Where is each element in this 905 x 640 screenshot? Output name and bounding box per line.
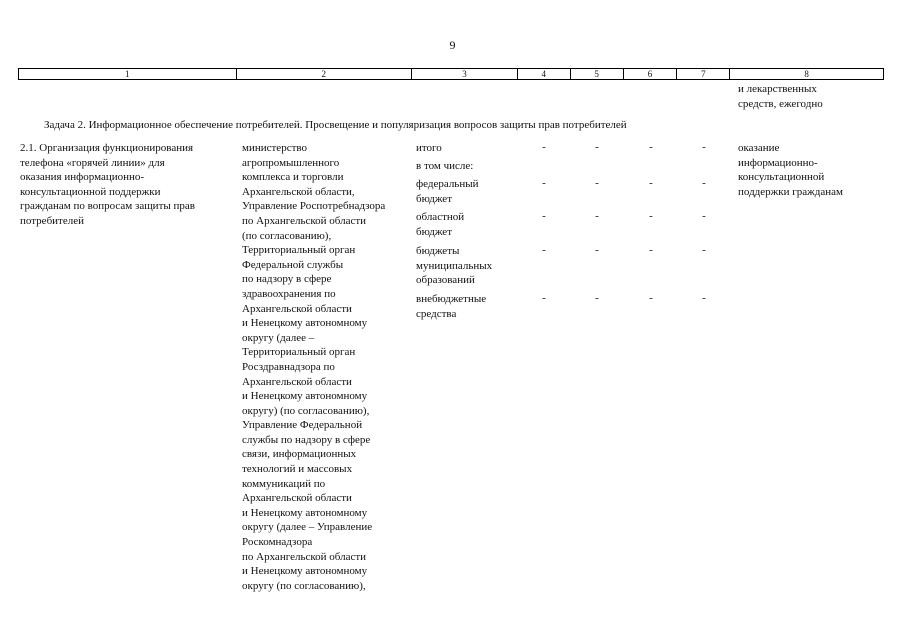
source-federal-label: федеральный бюджет bbox=[416, 178, 479, 205]
header-col-6: 6 bbox=[624, 69, 678, 79]
header-col-7: 7 bbox=[677, 69, 730, 79]
value-total-col6: - bbox=[649, 141, 653, 153]
task-heading: Задача 2. Информационное обеспечение потребителей. Просвещение и популяризация вопросов защиты прав потребителей bbox=[44, 119, 627, 131]
value-total-col5: - bbox=[595, 141, 599, 153]
value-regional-col6: - bbox=[649, 210, 653, 222]
header-col-1: 1 bbox=[19, 69, 237, 79]
header-col-2: 2 bbox=[237, 69, 413, 79]
row-col1-activity: 2.1. Организация функционирования телефона «горячей линии» для оказания информационно- консультационной поддержки гражданам по вопросам защиты прав потребителей bbox=[20, 142, 195, 227]
value-municipal-col7: - bbox=[702, 244, 706, 256]
value-extrabudget-col6: - bbox=[649, 292, 653, 304]
source-total-label: итого bbox=[416, 142, 442, 154]
source-regional-label: областной бюджет bbox=[416, 211, 465, 238]
header-col-4: 4 bbox=[518, 69, 571, 79]
value-federal-col6: - bbox=[649, 177, 653, 189]
value-total-col7: - bbox=[702, 141, 706, 153]
value-regional-col4: - bbox=[542, 210, 546, 222]
value-extrabudget-col4: - bbox=[542, 292, 546, 304]
value-federal-col4: - bbox=[542, 177, 546, 189]
value-regional-col5: - bbox=[595, 210, 599, 222]
value-extrabudget-col7: - bbox=[702, 292, 706, 304]
header-col-5: 5 bbox=[571, 69, 624, 79]
source-municipal-label: бюджеты муниципальных образований bbox=[416, 245, 493, 287]
value-total-col4: - bbox=[542, 141, 546, 153]
page-number: 9 bbox=[449, 38, 456, 52]
source-extrabudget-label: внебюджетные средства bbox=[416, 293, 487, 320]
source-incl-label: в том числе: bbox=[416, 160, 474, 172]
prev-row-col8-text: и лекарственных средств, ежегодно bbox=[738, 83, 823, 110]
value-municipal-col6: - bbox=[649, 244, 653, 256]
value-municipal-col4: - bbox=[542, 244, 546, 256]
table-header-row bbox=[18, 68, 884, 80]
row-col2-executors: министерство агропромышленного комплекса и торговли Архангельской области, Управление Роспотребнадзора по Архангельской области (по согласованию), Территориальный орган Федеральной службы по надзору в сфере здравоохранения по Архангельской области и Ненецкому автономному округу (далее – Территориальный орган Росздравнадзора по Архангельской области и Ненецкому автономному округу) (по согласованию), Управление Федеральной службы по надзору в сфере связи, информационных технологий и массовых коммуникаций по Архангельской области и Ненецкому автономному округу (далее – Управление Роскомнадзора по Архангельской области и Ненецкому автономному округу (по согласованию), bbox=[242, 142, 386, 592]
value-municipal-col5: - bbox=[595, 244, 599, 256]
row-col8-result: оказание информационно- консультационной поддержки гражданам bbox=[738, 142, 843, 198]
header-col-8: 8 bbox=[804, 69, 809, 79]
value-regional-col7: - bbox=[702, 210, 706, 222]
value-federal-col5: - bbox=[595, 177, 599, 189]
header-col-3: 3 bbox=[412, 69, 518, 79]
value-federal-col7: - bbox=[702, 177, 706, 189]
value-extrabudget-col5: - bbox=[595, 292, 599, 304]
